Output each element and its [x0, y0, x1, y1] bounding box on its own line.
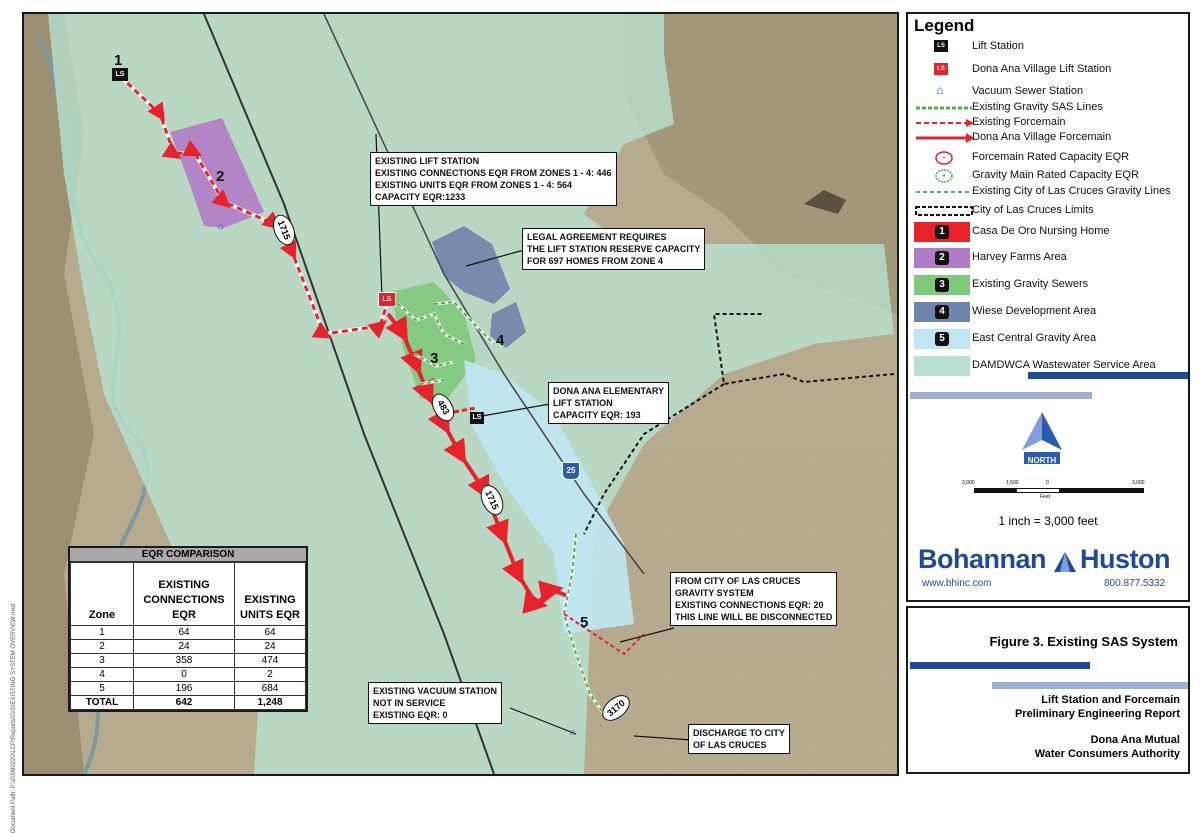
- company-logo-icon: [1052, 550, 1078, 574]
- interstate-25-shield: 25: [562, 462, 580, 480]
- table-row: 2 24 24: [71, 640, 306, 654]
- legend-panel: [906, 12, 1190, 602]
- legend-item-service-area: DAMDWCA Wastewater Service Area: [908, 356, 1188, 376]
- eqr-title: EQR COMPARISON: [70, 548, 306, 562]
- capacity-oval-483: 483: [427, 390, 458, 425]
- report-subtitle-2: Preliminary Engineering Report: [1014, 708, 1180, 720]
- legend-item-zone-3: 3 Existing Gravity Sewers: [908, 275, 1188, 295]
- legend-item-zone-5: 5 East Central Gravity Area: [908, 329, 1188, 349]
- company-website[interactable]: www.bhinc.com: [922, 578, 992, 589]
- callout-las-cruces-gravity: FROM CITY OF LAS CRUCES GRAVITY SYSTEM EXISTING CONNECTIONS EQR: 20 THIS LINE WILL BE DISCONNECTED: [670, 572, 837, 626]
- zone-1-swatch: 1: [914, 222, 970, 242]
- red-solid-arrow-icon: [914, 130, 976, 146]
- dona-ana-village-lift-station[interactable]: LS: [378, 292, 396, 307]
- legend-accent-bar-1: [1028, 372, 1188, 379]
- zone-label-4: 4: [496, 332, 505, 349]
- eqr-header-zone: Zone: [71, 563, 134, 626]
- legend-item-zone-1: 1 Casa De Oro Nursing Home: [908, 222, 1188, 242]
- title-block: [906, 606, 1190, 774]
- legend-item-zone-2: 2 Harvey Farms Area: [908, 248, 1188, 268]
- north-label: NORTH: [1027, 456, 1057, 465]
- zone-3-swatch: 3: [914, 275, 970, 295]
- table-row: 4 0 2: [71, 668, 306, 682]
- legend-item-village-lift-station: LS Dona Ana Village Lift Station: [908, 60, 1188, 80]
- client-name-2: Water Consumers Authority: [1034, 748, 1180, 760]
- company-phone: 800.877.5332: [1104, 578, 1166, 589]
- capacity-oval-1715-a: 1715: [269, 211, 300, 248]
- elementary-lift-station[interactable]: LS: [470, 412, 484, 424]
- title-accent-bar-2: [992, 682, 1188, 689]
- callout-vacuum-station: EXISTING VACUUM STATION NOT IN SERVICE EXISTING EQR: 0: [368, 682, 502, 724]
- vacuum-station-icon-2[interactable]: ⌂: [570, 727, 577, 738]
- figure-title: Figure 3. Existing SAS System: [989, 634, 1178, 649]
- capacity-oval-3170: 3170: [597, 690, 634, 726]
- callout-existing-lift-station: EXISTING LIFT STATION EXISTING CONNECTIONS EQR FROM ZONES 1 - 4: 446 EXISTING UNITS EQR FROM ZONES 1 - 4: 564 CAPACITY EQR:1233: [370, 152, 617, 206]
- legend-item-city-limits: City of Las Cruces Limits: [908, 201, 1188, 221]
- table-row: 1 64 64: [71, 626, 306, 640]
- legend-item-zone-4: 4 Wiese Development Area: [908, 302, 1188, 322]
- company-name-right: Huston: [1080, 544, 1170, 574]
- callout-discharge: DISCHARGE TO CITY OF LAS CRUCES: [688, 724, 790, 754]
- legend-item-village-forcemain: Dona Ana Village Forcemain: [908, 128, 1188, 148]
- legend-item-city-gravity-lines: Existing City of Las Cruces Gravity Lines: [908, 182, 1188, 202]
- table-total-row: TOTAL 642 1,248: [71, 696, 306, 710]
- callout-elementary-lift-station: DONA ANA ELEMENTARY LIFT STATION CAPACITY EQR: 193: [548, 382, 669, 424]
- service-area-swatch: [914, 356, 970, 376]
- legend-item-forcemain-capacity: * Forcemain Rated Capacity EQR: [908, 148, 1188, 168]
- vacuum-station-icon: ⌂: [936, 83, 944, 97]
- legend-accent-bar-2: [910, 392, 1092, 399]
- legend-item-vacuum-station: ⌂ Vacuum Sewer Station: [936, 83, 1084, 97]
- legend-title: Legend: [914, 16, 975, 35]
- zone-label-3: 3: [430, 350, 439, 367]
- client-name-1: Dona Ana Mutual: [1090, 734, 1180, 746]
- scale-bar: 3,000 1,500 0 3,000: [962, 480, 1142, 492]
- table-row: 5 196 684: [71, 682, 306, 696]
- ls-red-icon: LS: [934, 63, 948, 75]
- report-subtitle-1: Lift Station and Forcemain: [1041, 694, 1180, 706]
- callout-legal-agreement: LEGAL AGREEMENT REQUIRES THE LIFT STATION RESERVE CAPACITY FOR 697 HOMES FROM ZONE 4: [522, 228, 705, 270]
- lift-station-1[interactable]: LS: [112, 68, 128, 81]
- zone-5-swatch: 5: [914, 329, 970, 349]
- document-path: Document Path: P:\20080220\LCP\Reports\GIS\EXISTING SYSTEM OVERVIEW.mxd: [11, 603, 17, 833]
- ls-black-icon: LS: [934, 40, 948, 52]
- title-accent-bar-1: [910, 662, 1090, 669]
- eqr-header-connections: EXISTING CONNECTIONS EQR: [134, 563, 235, 626]
- eqr-comparison-table: [68, 546, 308, 712]
- black-dashed-line-icon: [914, 203, 976, 219]
- zone-4-swatch: 4: [914, 302, 970, 322]
- scale-text: 1 inch = 3,000 feet: [998, 514, 1098, 528]
- capacity-oval-1715-b: 1715: [476, 481, 508, 518]
- legend-item-gravity-lines: Existing Gravity SAS Lines: [908, 98, 1188, 118]
- legend-item-gravity-capacity: * Gravity Main Rated Capacity EQR: [908, 166, 1188, 186]
- vacuum-station-icon[interactable]: ⌂: [218, 221, 225, 232]
- company-name-left: Bohannan: [918, 544, 1046, 574]
- scale-unit: Feet: [1040, 494, 1051, 500]
- eqr-header-units: EXISTING UNITS EQR: [235, 563, 306, 626]
- zone-label-1: 1: [114, 52, 123, 69]
- zone-label-2: 2: [216, 168, 225, 185]
- legend-item-forcemain: Existing Forcemain: [908, 113, 1188, 133]
- zone-label-5: 5: [580, 614, 589, 631]
- svg-text:*: *: [942, 156, 946, 163]
- legend-item-lift-station: LS Lift Station: [908, 37, 1188, 57]
- teal-dashed-line-icon: [914, 184, 976, 200]
- red-oval-icon: [914, 150, 976, 166]
- svg-text:*: *: [942, 174, 946, 181]
- zone-2-swatch: 2: [914, 248, 970, 268]
- table-row: 3 358 474: [71, 654, 306, 668]
